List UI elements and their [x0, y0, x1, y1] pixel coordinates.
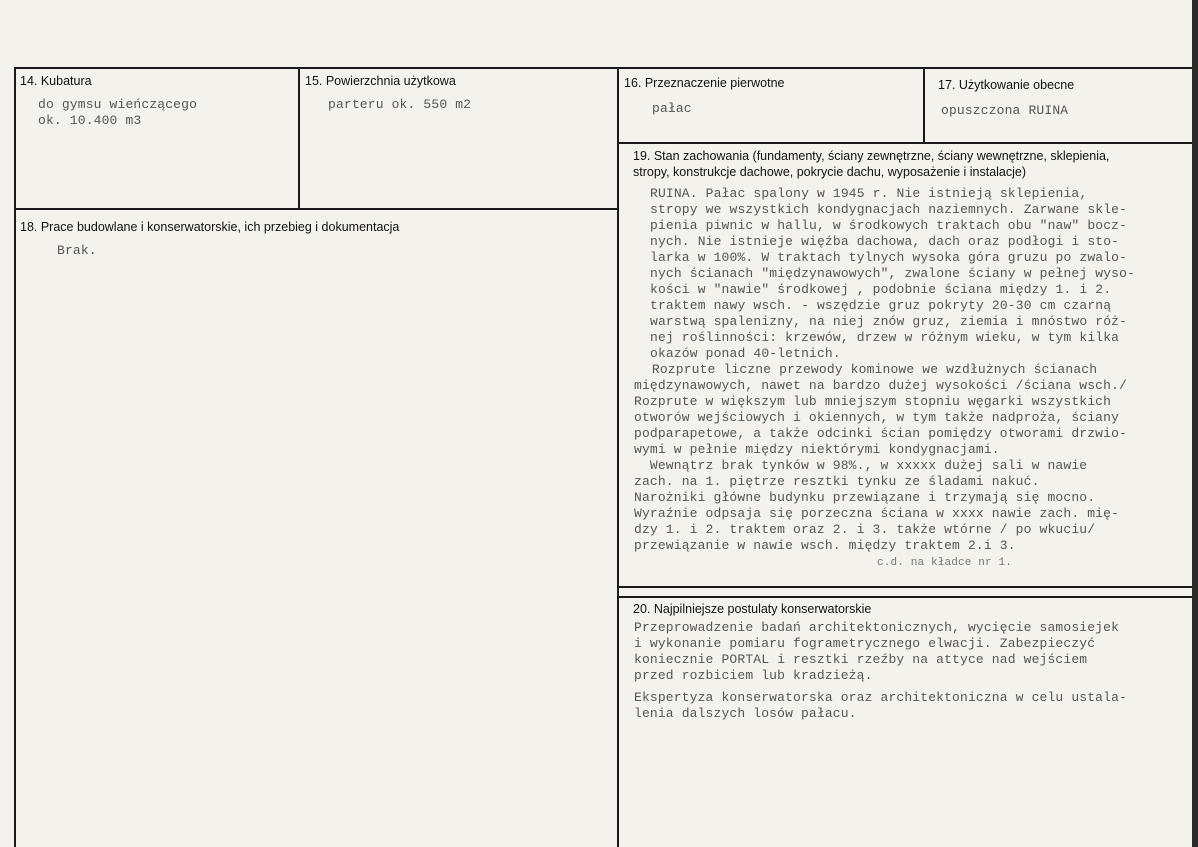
field-20-line-6: lenia dalszych losów pałacu.	[634, 706, 857, 721]
field-18-line-1: Brak.	[57, 243, 97, 258]
field-19-line-21: Wyraźnie odpsaja się porzeczna ściana w xxxx nawie zach. mię-	[634, 506, 1120, 521]
rule-under-14-15	[14, 208, 618, 210]
field-19-line-20: Narożniki główne budynku przewiązane i trzymają się mocno.	[634, 490, 1096, 505]
divider-14-15	[298, 67, 300, 209]
field-14-label: 14. Kubatura	[20, 74, 92, 88]
field-19-line-3: pienia piwnic w hallu, w środkowych traktach obu "naw" bocz-	[650, 218, 1128, 233]
rule-under-16-17	[617, 142, 1192, 144]
field-20-line-5: Ekspertyza konserwatorska oraz architektoniczna w celu ustala-	[634, 690, 1127, 705]
field-19-line-13: międzynawowych, nawet na bardzo dużej wysokości /ściana wsch./	[634, 378, 1127, 393]
field-19-line-7: kości w "nawie" środkowej , podobnie ściana między 1. i 2.	[650, 282, 1112, 297]
field-19-line-15: otworów wejściowych i okiennych, w tym także nadproża, ściany	[634, 410, 1120, 425]
field-15-line-1: parteru ok. 550 m2	[328, 97, 472, 112]
field-19-line-16: podparapetowe, a także odcinki ścian pomiędzy otworami drzwio-	[634, 426, 1127, 441]
field-19-line-10: nej roślinności: krzewów, drzew w różnym wieku, w tym kilka	[650, 330, 1120, 345]
field-19-line-5: larka w 100%. W traktach tylnych wysoka góra gruzu po zwalo-	[650, 250, 1128, 265]
field-19-continuation-note: c.d. na kładce nr 1.	[634, 557, 1013, 569]
field-20-line-2: i wykonanie pomiaru fogrametrycznego elwacji. Zabezpieczyć	[634, 636, 1096, 651]
divider-15-16	[617, 67, 619, 847]
rule-top-20	[617, 596, 1192, 598]
field-19-line-23: przewiązanie w nawie wsch. między traktem 2.i 3.	[634, 538, 1016, 553]
field-18-label: 18. Prace budowlane i konserwatorskie, ich przebieg i dokumentacja	[20, 220, 400, 234]
field-19-line-2: stropy we wszystkich kondygnacjach naziemnych. Zarwane skle-	[650, 202, 1128, 217]
field-19-line-17: wymi w pełnie między niektórymi kondygnacjami.	[634, 442, 1000, 457]
field-19-line-1: RUINA. Pałac spalony w 1945 r. Nie istnieją sklepienia,	[650, 186, 1088, 201]
field-19-label: 19. Stan zachowania (fundamenty, ściany zewnętrzne, ściany wewnętrzne, sklepienia, stropy, konstrukcje dachowe, pokrycie dachu, wyposażenie i instalacje)	[633, 149, 1110, 179]
field-19-line-19: zach. na 1. piętrze resztki tynku ze śladami nakuć.	[634, 474, 1040, 489]
field-20-line-3: koniecznie PORTAL i resztki rzeźby na attyce nad wejściem	[634, 652, 1088, 667]
field-16-line-1: pałac	[652, 101, 692, 116]
field-17-line-1: opuszczona RUINA	[941, 103, 1069, 118]
field-19-line-12: Rozprute liczne przewody kominowe we wzdłużnych ścianach	[636, 362, 1098, 377]
field-20-line-4: przed rozbiciem lub kradzieżą.	[634, 668, 873, 683]
field-16-label: 16. Przeznaczenie pierwotne	[624, 76, 785, 90]
field-20-line-1: Przeprowadzenie badań architektonicznych, wycięcie samosiejek	[634, 620, 1120, 635]
field-15-label: 15. Powierzchnia użytkowa	[305, 74, 456, 88]
field-19-line-14: Rozprute w większym lub mniejszym stopniu węgarki wszystkich	[634, 394, 1112, 409]
field-20-label: 20. Najpilniejsze postulaty konserwatorskie	[633, 602, 872, 616]
field-14-line-2: ok. 10.400 m3	[38, 113, 142, 128]
field-19-line-22: dzy 1. i 2. traktem oraz 2. i 3. także wtórne / po wkuciu/	[634, 522, 1096, 537]
divider-16-17	[923, 67, 925, 143]
field-19-line-8: traktem nawy wsch. - wszędzie gruz pokryty 20-30 cm czarną	[650, 298, 1112, 313]
field-19-line-6: nych ścianach "międzynawowych", zwalone ściany w pełnej wyso-	[650, 266, 1136, 281]
field-19-line-9: warstwą spalenizny, na niej znów gruz, ziemia i mnóstwo róż-	[650, 314, 1128, 329]
top-rule	[14, 67, 1192, 69]
field-19-line-18: Wewnątrz brak tynków w 98%., w xxxxx dużej sali w nawie	[634, 458, 1088, 473]
field-19-line-4: nych. Nie istnieje więźba dachowa, dach oraz podłogi i sto-	[650, 234, 1120, 249]
field-19-line-11: okazów ponad 40-letnich.	[650, 346, 841, 361]
field-14-line-1: do gymsu wieńczącego	[38, 97, 198, 112]
rule-under-19	[617, 586, 1192, 588]
field-17-label: 17. Użytkowanie obecne	[938, 78, 1075, 92]
left-rule	[14, 67, 16, 847]
